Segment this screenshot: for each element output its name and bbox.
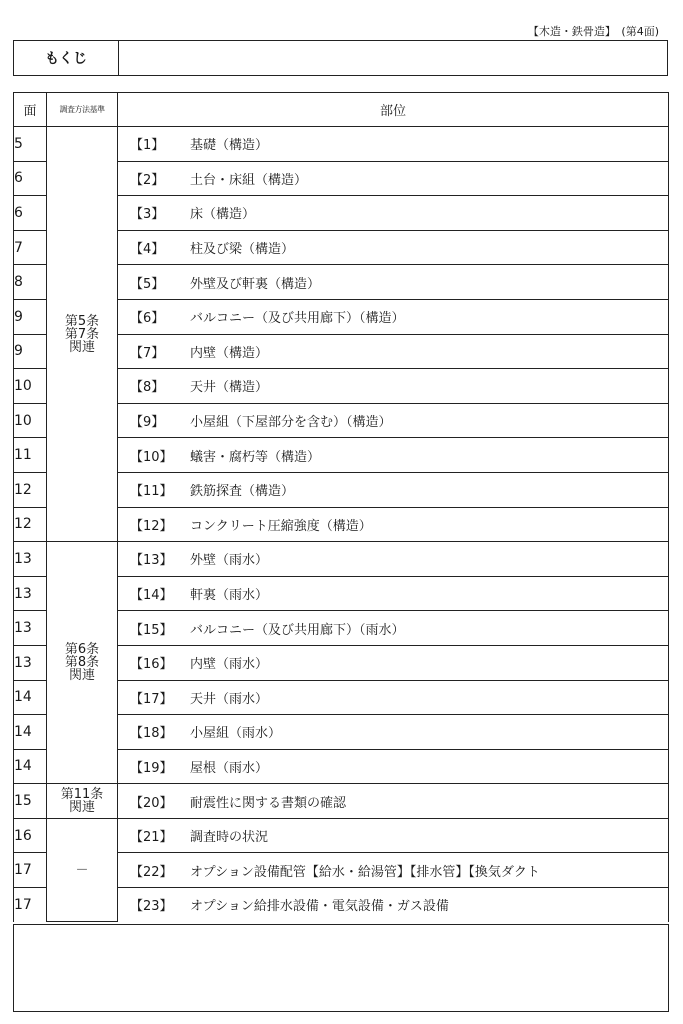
part-number: 【15】 xyxy=(130,622,173,638)
part-cell xyxy=(118,230,669,265)
contents-table xyxy=(13,92,669,922)
part-cell xyxy=(118,680,669,715)
part-name: 小屋組（下屋部分を含む）（構造） xyxy=(190,415,392,431)
part-name: 内壁（雨水） xyxy=(190,657,269,673)
part-name: 柱及び梁（構造） xyxy=(190,242,295,258)
part-name: 天井（雨水） xyxy=(190,691,269,707)
part-name: 基礎（構造） xyxy=(190,138,269,154)
part-cell xyxy=(118,818,669,853)
part-number: 【17】 xyxy=(130,691,173,707)
part-cell xyxy=(118,715,669,750)
standard-group-label: 第6条 第8条 関連 xyxy=(64,642,100,684)
column-header-part: 部位 xyxy=(118,93,669,127)
part-name: オプション設備配管【給水・給湯管】【排水管】【換気ダクト xyxy=(190,864,540,880)
page-number: 13 xyxy=(14,576,47,611)
page-number: 15 xyxy=(14,784,47,819)
table-body xyxy=(14,127,669,922)
page-number: 10 xyxy=(14,369,47,404)
part-cell xyxy=(118,749,669,784)
page-number: 14 xyxy=(14,680,47,715)
part-number: 【20】 xyxy=(130,795,173,811)
part-cell xyxy=(118,542,669,577)
table-row xyxy=(14,127,669,162)
page-number: 17 xyxy=(14,888,47,922)
part-number: 【21】 xyxy=(130,830,173,846)
part-number: 【5】 xyxy=(130,276,165,292)
page-number: 13 xyxy=(14,645,47,680)
part-name: 外壁及び軒裏（構造） xyxy=(190,276,321,292)
page-number: 10 xyxy=(14,403,47,438)
part-cell xyxy=(118,645,669,680)
title-value xyxy=(119,41,667,75)
part-number: 【16】 xyxy=(130,657,173,673)
part-name: 土台・床組（構造） xyxy=(190,172,308,188)
page-number: 14 xyxy=(14,715,47,750)
part-name: 外壁（雨水） xyxy=(190,553,269,569)
part-number: 【12】 xyxy=(130,518,173,534)
part-number: 【9】 xyxy=(130,415,165,431)
part-cell xyxy=(118,507,669,542)
part-cell xyxy=(118,161,669,196)
part-name: 軒裏（雨水） xyxy=(190,588,269,604)
page-number: 16 xyxy=(14,818,47,853)
part-cell xyxy=(118,403,669,438)
page-number: 6 xyxy=(14,196,47,231)
part-cell xyxy=(118,334,669,369)
table-row xyxy=(14,542,669,577)
page-number: 9 xyxy=(14,299,47,334)
part-name: 調査時の状況 xyxy=(190,830,269,846)
page-number: 7 xyxy=(14,230,47,265)
part-cell xyxy=(118,472,669,507)
table-row xyxy=(14,784,669,819)
part-name: 蟻害・腐朽等（構造） xyxy=(190,449,321,465)
part-name: 屋根（雨水） xyxy=(190,760,269,776)
part-cell xyxy=(118,127,669,162)
part-name: 耐震性に関する書類の確認 xyxy=(190,795,347,811)
part-cell xyxy=(118,888,669,922)
part-cell xyxy=(118,369,669,404)
part-name: 鉄筋探査（構造） xyxy=(190,484,295,500)
part-number: 【8】 xyxy=(130,380,165,396)
page-number: 9 xyxy=(14,334,47,369)
title-box xyxy=(13,40,668,76)
column-header-page: 面 xyxy=(14,93,47,127)
part-number: 【7】 xyxy=(130,345,165,361)
part-cell xyxy=(118,265,669,300)
part-name: バルコニー（及び共用廊下）（雨水） xyxy=(190,622,405,638)
part-number: 【19】 xyxy=(130,760,173,776)
page-number: 11 xyxy=(14,438,47,473)
page-number: 13 xyxy=(14,611,47,646)
standard-group-g1 xyxy=(47,127,118,542)
part-number: 【11】 xyxy=(130,484,173,500)
page-number: 17 xyxy=(14,853,47,888)
part-cell xyxy=(118,611,669,646)
part-number: 【3】 xyxy=(130,207,165,223)
title-label: もくじ xyxy=(14,41,119,75)
form-type-note: 【木造・鉄骨造】 (第4面) xyxy=(527,25,659,38)
part-cell xyxy=(118,853,669,888)
part-number: 【4】 xyxy=(130,242,165,258)
part-name: バルコニー（及び共用廊下）（構造） xyxy=(190,311,405,327)
part-cell xyxy=(118,576,669,611)
part-name: 床（構造） xyxy=(190,207,256,223)
part-name: オプション給排水設備・電気設備・ガス設備 xyxy=(190,899,449,915)
standard-group-g4 xyxy=(47,818,118,921)
part-cell xyxy=(118,196,669,231)
table-row xyxy=(14,818,669,853)
part-name: コンクリート圧縮強度（構造） xyxy=(190,518,372,534)
page-number: 8 xyxy=(14,265,47,300)
part-number: 【22】 xyxy=(130,864,173,880)
page-number: 13 xyxy=(14,542,47,577)
standard-group-g2 xyxy=(47,542,118,784)
part-name: 天井（構造） xyxy=(190,380,269,396)
part-number: 【10】 xyxy=(130,449,173,465)
part-cell xyxy=(118,438,669,473)
part-name: 小屋組（雨水） xyxy=(190,726,282,742)
blank-notes-box xyxy=(13,924,669,1012)
part-number: 【6】 xyxy=(130,311,165,327)
part-number: 【18】 xyxy=(130,726,173,742)
page-number: 12 xyxy=(14,507,47,542)
standard-group-label: － xyxy=(75,862,89,878)
page-number: 5 xyxy=(14,127,47,162)
standard-group-label: 第11条 関連 xyxy=(60,787,104,816)
table-header-row xyxy=(14,93,669,127)
column-header-standard: 調査方法基準 xyxy=(47,93,118,127)
standard-group-g3 xyxy=(47,784,118,819)
page-number: 6 xyxy=(14,161,47,196)
part-number: 【1】 xyxy=(130,138,165,154)
part-name: 内壁（構造） xyxy=(190,345,269,361)
part-number: 【13】 xyxy=(130,553,173,569)
part-number: 【14】 xyxy=(130,588,173,604)
part-cell xyxy=(118,299,669,334)
part-number: 【2】 xyxy=(130,172,165,188)
part-number: 【23】 xyxy=(130,899,173,915)
part-cell xyxy=(118,784,669,819)
page-number: 12 xyxy=(14,472,47,507)
page-number: 14 xyxy=(14,749,47,784)
standard-group-label: 第5条 第7条 関連 xyxy=(64,313,100,355)
